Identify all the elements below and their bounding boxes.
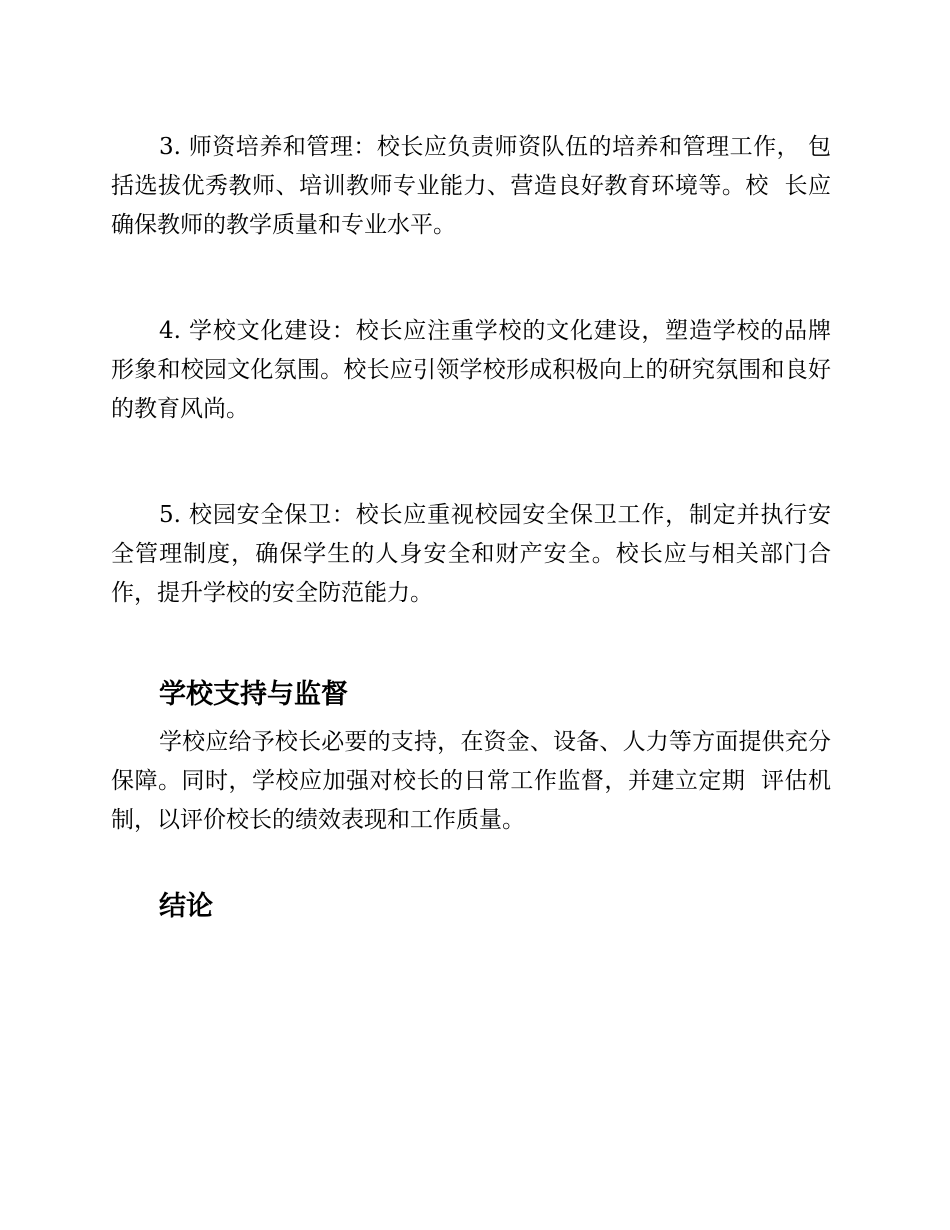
heading-school-support: 学校支持与监督	[159, 679, 348, 710]
paragraph-campus-safety: 5. 校园安全保卫：校长应重视校园安全保卫工作，制定并执行安全管理制度，确保学生的人身安全和财产安全。校长应与相关部门合作，提升学校的安全防范能力。	[111, 502, 831, 606]
document-page	[111, 128, 831, 927]
paragraph-school-support: 学校应给予校长必要的支持，在资金、设备、人力等方面提供充分保障。同时，学校应加强对校长的日常工作监督，并建立定期 评估机制，以评价校长的绩效表现和工作质量。	[111, 729, 831, 833]
heading-conclusion: 结论	[159, 891, 213, 922]
paragraph-teacher-training: 3. 师资培养和管理：校长应负责师资队伍的培养和管理工作， 包括选拔优秀教师、培训教师专业能力、营造良好教育环境等。校 长应确保教师的教学质量和专业水平。	[111, 134, 831, 238]
paragraph-school-culture: 4. 学校文化建设：校长应注重学校的文化建设，塑造学校的品牌形象和校园文化氛围。校长应引领学校形成积极向上的研究氛围和良好的教育风尚。	[111, 318, 831, 422]
